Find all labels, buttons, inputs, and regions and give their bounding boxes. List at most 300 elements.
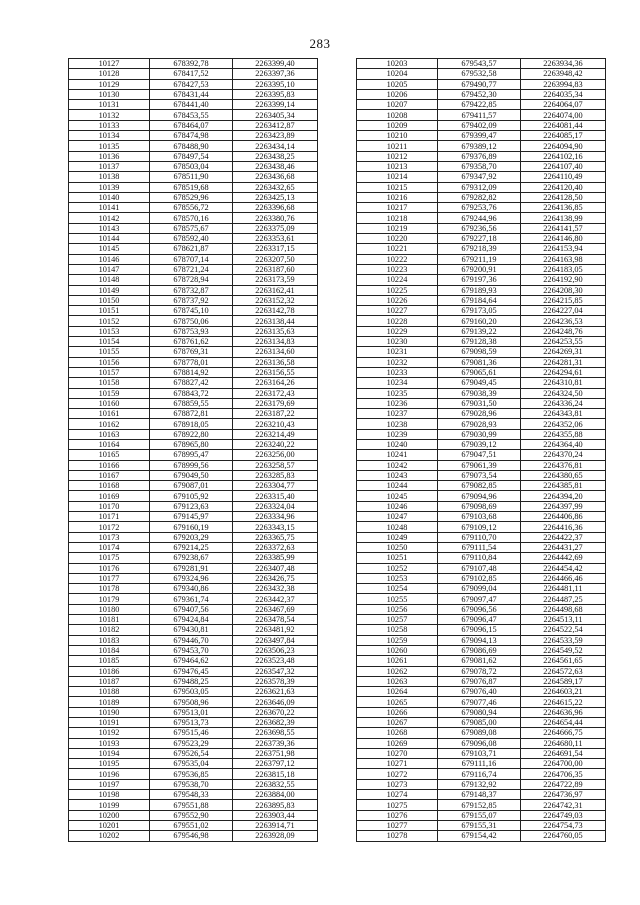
- table-row: [357, 264, 606, 274]
- point-number-cell: 10270: [357, 748, 438, 758]
- y-coordinate-cell: 2263304,77: [233, 481, 318, 491]
- table-row: [357, 470, 606, 480]
- point-number-cell: 10202: [69, 831, 150, 841]
- point-number-cell: 10243: [357, 470, 438, 480]
- x-coordinate-cell: 679031,50: [438, 398, 521, 408]
- y-coordinate-cell: 2264636,96: [521, 707, 606, 717]
- table-row: [69, 522, 318, 532]
- point-number-cell: 10150: [69, 295, 150, 305]
- y-coordinate-cell: 2263134,83: [233, 337, 318, 347]
- y-coordinate-cell: 2263210,43: [233, 419, 318, 429]
- point-number-cell: 10146: [69, 254, 150, 264]
- y-coordinate-cell: 2263578,39: [233, 676, 318, 686]
- table-row: [69, 573, 318, 583]
- x-coordinate-cell: 678753,93: [150, 326, 233, 336]
- y-coordinate-cell: 2264183,05: [521, 264, 606, 274]
- x-coordinate-cell: 678453,55: [150, 110, 233, 120]
- x-coordinate-cell: 678769,31: [150, 347, 233, 357]
- y-coordinate-cell: 2263903,44: [233, 810, 318, 820]
- x-coordinate-cell: 678519,68: [150, 182, 233, 192]
- table-row: [357, 831, 606, 841]
- point-number-cell: 10231: [357, 347, 438, 357]
- point-number-cell: 10141: [69, 203, 150, 213]
- y-coordinate-cell: 2264722,89: [521, 779, 606, 789]
- y-coordinate-cell: 2264215,85: [521, 295, 606, 305]
- table-row: [357, 347, 606, 357]
- x-coordinate-cell: 678488,90: [150, 141, 233, 151]
- y-coordinate-cell: 2264074,00: [521, 110, 606, 120]
- x-coordinate-cell: 679347,92: [438, 172, 521, 182]
- point-number-cell: 10157: [69, 367, 150, 377]
- point-number-cell: 10211: [357, 141, 438, 151]
- point-number-cell: 10257: [357, 615, 438, 625]
- point-number-cell: 10128: [69, 69, 150, 79]
- x-coordinate-cell: 678999,56: [150, 460, 233, 470]
- point-number-cell: 10263: [357, 676, 438, 686]
- y-coordinate-cell: 2264442,69: [521, 553, 606, 563]
- y-coordinate-cell: 2264364,40: [521, 439, 606, 449]
- x-coordinate-cell: 678737,92: [150, 295, 233, 305]
- table-row: [357, 120, 606, 130]
- table-row: [69, 656, 318, 666]
- y-coordinate-cell: 2264603,21: [521, 687, 606, 697]
- y-coordinate-cell: 2264572,63: [521, 666, 606, 676]
- x-coordinate-cell: 679097,47: [438, 594, 521, 604]
- table-row: [357, 79, 606, 89]
- point-number-cell: 10227: [357, 306, 438, 316]
- x-coordinate-cell: 679197,36: [438, 275, 521, 285]
- table-row: [69, 378, 318, 388]
- x-coordinate-cell: 678464,07: [150, 120, 233, 130]
- table-row: [69, 635, 318, 645]
- y-coordinate-cell: 2263207,50: [233, 254, 318, 264]
- table-row: [357, 439, 606, 449]
- table-row: [357, 254, 606, 264]
- y-coordinate-cell: 2263405,34: [233, 110, 318, 120]
- point-number-cell: 10167: [69, 470, 150, 480]
- y-coordinate-cell: 2263438,46: [233, 161, 318, 171]
- point-number-cell: 10214: [357, 172, 438, 182]
- table-row: [69, 584, 318, 594]
- point-number-cell: 10161: [69, 409, 150, 419]
- table-row: [357, 182, 606, 192]
- x-coordinate-cell: 679139,22: [438, 326, 521, 336]
- point-number-cell: 10186: [69, 666, 150, 676]
- point-number-cell: 10175: [69, 553, 150, 563]
- y-coordinate-cell: 2263432,38: [233, 584, 318, 594]
- table-row: [357, 769, 606, 779]
- table-row: [69, 625, 318, 635]
- y-coordinate-cell: 2264352,06: [521, 419, 606, 429]
- x-coordinate-cell: 679098,69: [438, 501, 521, 511]
- table-row: [357, 275, 606, 285]
- point-number-cell: 10221: [357, 244, 438, 254]
- table-row: [357, 59, 606, 69]
- y-coordinate-cell: 2264487,25: [521, 594, 606, 604]
- y-coordinate-cell: 2263895,83: [233, 800, 318, 810]
- x-coordinate-cell: 679111,16: [438, 759, 521, 769]
- y-coordinate-cell: 2264691,54: [521, 748, 606, 758]
- table-row: [357, 779, 606, 789]
- y-coordinate-cell: 2264513,11: [521, 615, 606, 625]
- point-number-cell: 10201: [69, 820, 150, 830]
- x-coordinate-cell: 679543,57: [438, 59, 521, 69]
- point-number-cell: 10166: [69, 460, 150, 470]
- table-row: [69, 326, 318, 336]
- y-coordinate-cell: 2263914,71: [233, 820, 318, 830]
- point-number-cell: 10223: [357, 264, 438, 274]
- y-coordinate-cell: 2263434,14: [233, 141, 318, 151]
- table-row: [69, 388, 318, 398]
- table-row: [69, 501, 318, 511]
- point-number-cell: 10237: [357, 409, 438, 419]
- y-coordinate-cell: 2264236,53: [521, 316, 606, 326]
- y-coordinate-cell: 2263156,55: [233, 367, 318, 377]
- table-row: [357, 604, 606, 614]
- table-row: [69, 100, 318, 110]
- x-coordinate-cell: 679155,07: [438, 810, 521, 820]
- y-coordinate-cell: 2263928,09: [233, 831, 318, 841]
- table-row: [69, 234, 318, 244]
- table-row: [357, 625, 606, 635]
- table-row: [69, 810, 318, 820]
- y-coordinate-cell: 2264324,50: [521, 388, 606, 398]
- table-row: [69, 532, 318, 542]
- table-row: [357, 203, 606, 213]
- x-coordinate-cell: 679253,76: [438, 203, 521, 213]
- x-coordinate-cell: 679099,04: [438, 584, 521, 594]
- y-coordinate-cell: 2263395,83: [233, 89, 318, 99]
- x-coordinate-cell: 678556,72: [150, 203, 233, 213]
- x-coordinate-cell: 679076,87: [438, 676, 521, 686]
- x-coordinate-cell: 679422,85: [438, 100, 521, 110]
- table-row: [357, 223, 606, 233]
- point-number-cell: 10138: [69, 172, 150, 182]
- y-coordinate-cell: 2263152,32: [233, 295, 318, 305]
- table-row: [69, 594, 318, 604]
- table-row: [357, 615, 606, 625]
- y-coordinate-cell: 2263832,55: [233, 779, 318, 789]
- table-row: [69, 244, 318, 254]
- table-row: [69, 285, 318, 295]
- y-coordinate-cell: 2263187,60: [233, 264, 318, 274]
- y-coordinate-cell: 2264253,55: [521, 337, 606, 347]
- y-coordinate-cell: 2263179,69: [233, 398, 318, 408]
- y-coordinate-cell: 2264700,00: [521, 759, 606, 769]
- point-number-cell: 10275: [357, 800, 438, 810]
- point-number-cell: 10255: [357, 594, 438, 604]
- point-number-cell: 10274: [357, 790, 438, 800]
- table-row: [357, 697, 606, 707]
- x-coordinate-cell: 679085,00: [438, 718, 521, 728]
- x-coordinate-cell: 678814,92: [150, 367, 233, 377]
- x-coordinate-cell: 679089,08: [438, 728, 521, 738]
- point-number-cell: 10129: [69, 79, 150, 89]
- point-number-cell: 10170: [69, 501, 150, 511]
- point-number-cell: 10234: [357, 378, 438, 388]
- point-number-cell: 10259: [357, 635, 438, 645]
- x-coordinate-cell: 679096,56: [438, 604, 521, 614]
- x-coordinate-cell: 679399,47: [438, 131, 521, 141]
- table-row: [69, 470, 318, 480]
- y-coordinate-cell: 2263797,12: [233, 759, 318, 769]
- x-coordinate-cell: 679508,96: [150, 697, 233, 707]
- point-number-cell: 10177: [69, 573, 150, 583]
- table-row: [69, 542, 318, 552]
- x-coordinate-cell: 679453,70: [150, 645, 233, 655]
- table-row: [69, 89, 318, 99]
- point-number-cell: 10261: [357, 656, 438, 666]
- table-row: [69, 398, 318, 408]
- y-coordinate-cell: 2264120,40: [521, 182, 606, 192]
- y-coordinate-cell: 2264310,81: [521, 378, 606, 388]
- table-row: [69, 110, 318, 120]
- point-number-cell: 10196: [69, 769, 150, 779]
- x-coordinate-cell: 679430,81: [150, 625, 233, 635]
- x-coordinate-cell: 679145,97: [150, 512, 233, 522]
- point-number-cell: 10173: [69, 532, 150, 542]
- table-row: [69, 759, 318, 769]
- y-coordinate-cell: 2264549,52: [521, 645, 606, 655]
- x-coordinate-cell: 679096,08: [438, 738, 521, 748]
- coordinates-table-left: [68, 58, 318, 842]
- y-coordinate-cell: 2263256,00: [233, 450, 318, 460]
- y-coordinate-cell: 2263399,14: [233, 100, 318, 110]
- x-coordinate-cell: 679073,54: [438, 470, 521, 480]
- coordinates-table-left-body: [69, 59, 318, 842]
- x-coordinate-cell: 679446,70: [150, 635, 233, 645]
- x-coordinate-cell: 679203,29: [150, 532, 233, 542]
- y-coordinate-cell: 2264192,90: [521, 275, 606, 285]
- table-row: [357, 718, 606, 728]
- table-row: [357, 810, 606, 820]
- y-coordinate-cell: 2264742,31: [521, 800, 606, 810]
- x-coordinate-cell: 679128,38: [438, 337, 521, 347]
- table-row: [69, 69, 318, 79]
- point-number-cell: 10140: [69, 192, 150, 202]
- table-row: [69, 820, 318, 830]
- x-coordinate-cell: 679049,50: [150, 470, 233, 480]
- x-coordinate-cell: 679526,54: [150, 748, 233, 758]
- x-coordinate-cell: 679513,73: [150, 718, 233, 728]
- point-number-cell: 10165: [69, 450, 150, 460]
- point-number-cell: 10219: [357, 223, 438, 233]
- y-coordinate-cell: 2264397,99: [521, 501, 606, 511]
- table-row: [69, 151, 318, 161]
- x-coordinate-cell: 679536,85: [150, 769, 233, 779]
- x-coordinate-cell: 679110,70: [438, 532, 521, 542]
- y-coordinate-cell: 2263136,58: [233, 357, 318, 367]
- x-coordinate-cell: 679155,31: [438, 820, 521, 830]
- x-coordinate-cell: 678431,44: [150, 89, 233, 99]
- y-coordinate-cell: 2263436,68: [233, 172, 318, 182]
- x-coordinate-cell: 678441,40: [150, 100, 233, 110]
- coordinates-table-right-body: [357, 59, 606, 842]
- point-number-cell: 10154: [69, 337, 150, 347]
- y-coordinate-cell: 2263478,54: [233, 615, 318, 625]
- y-coordinate-cell: 2263353,61: [233, 234, 318, 244]
- point-number-cell: 10184: [69, 645, 150, 655]
- point-number-cell: 10212: [357, 151, 438, 161]
- point-number-cell: 10208: [357, 110, 438, 120]
- y-coordinate-cell: 2264394,20: [521, 491, 606, 501]
- table-row: [69, 718, 318, 728]
- table-row: [357, 234, 606, 244]
- table-row: [69, 676, 318, 686]
- point-number-cell: 10190: [69, 707, 150, 717]
- table-row: [357, 244, 606, 254]
- point-number-cell: 10242: [357, 460, 438, 470]
- point-number-cell: 10249: [357, 532, 438, 542]
- point-number-cell: 10262: [357, 666, 438, 676]
- x-coordinate-cell: 678843,72: [150, 388, 233, 398]
- x-coordinate-cell: 679109,12: [438, 522, 521, 532]
- point-number-cell: 10180: [69, 604, 150, 614]
- table-row: [69, 357, 318, 367]
- y-coordinate-cell: 2263396,68: [233, 203, 318, 213]
- point-number-cell: 10273: [357, 779, 438, 789]
- point-number-cell: 10137: [69, 161, 150, 171]
- y-coordinate-cell: 2264153,94: [521, 244, 606, 254]
- x-coordinate-cell: 679081,62: [438, 656, 521, 666]
- x-coordinate-cell: 679076,40: [438, 687, 521, 697]
- point-number-cell: 10130: [69, 89, 150, 99]
- y-coordinate-cell: 2263467,69: [233, 604, 318, 614]
- table-row: [357, 213, 606, 223]
- x-coordinate-cell: 679065,61: [438, 367, 521, 377]
- point-number-cell: 10162: [69, 419, 150, 429]
- point-number-cell: 10168: [69, 481, 150, 491]
- y-coordinate-cell: 2264085,17: [521, 131, 606, 141]
- x-coordinate-cell: 678778,01: [150, 357, 233, 367]
- y-coordinate-cell: 2264385,81: [521, 481, 606, 491]
- x-coordinate-cell: 678474,98: [150, 131, 233, 141]
- y-coordinate-cell: 2264589,17: [521, 676, 606, 686]
- point-number-cell: 10247: [357, 512, 438, 522]
- table-row: [69, 604, 318, 614]
- x-coordinate-cell: 679244,96: [438, 213, 521, 223]
- x-coordinate-cell: 679361,74: [150, 594, 233, 604]
- y-coordinate-cell: 2264406,86: [521, 512, 606, 522]
- x-coordinate-cell: 679098,59: [438, 347, 521, 357]
- point-number-cell: 10131: [69, 100, 150, 110]
- x-coordinate-cell: 679184,64: [438, 295, 521, 305]
- table-row: [357, 316, 606, 326]
- y-coordinate-cell: 2264416,36: [521, 522, 606, 532]
- point-number-cell: 10253: [357, 573, 438, 583]
- table-row: [69, 254, 318, 264]
- table-row: [69, 707, 318, 717]
- x-coordinate-cell: 679476,45: [150, 666, 233, 676]
- point-number-cell: 10172: [69, 522, 150, 532]
- y-coordinate-cell: 2263317,15: [233, 244, 318, 254]
- x-coordinate-cell: 679211,19: [438, 254, 521, 264]
- point-number-cell: 10209: [357, 120, 438, 130]
- table-row: [357, 573, 606, 583]
- point-number-cell: 10178: [69, 584, 150, 594]
- x-coordinate-cell: 679087,01: [150, 481, 233, 491]
- y-coordinate-cell: 2264431,27: [521, 542, 606, 552]
- point-number-cell: 10183: [69, 635, 150, 645]
- y-coordinate-cell: 2263425,13: [233, 192, 318, 202]
- table-row: [357, 429, 606, 439]
- point-number-cell: 10181: [69, 615, 150, 625]
- x-coordinate-cell: 679160,20: [438, 316, 521, 326]
- point-number-cell: 10271: [357, 759, 438, 769]
- table-row: [357, 69, 606, 79]
- x-coordinate-cell: 679160,19: [150, 522, 233, 532]
- table-row: [357, 100, 606, 110]
- x-coordinate-cell: 679515,46: [150, 728, 233, 738]
- x-coordinate-cell: 679523,29: [150, 738, 233, 748]
- x-coordinate-cell: 679102,85: [438, 573, 521, 583]
- point-number-cell: 10218: [357, 213, 438, 223]
- point-number-cell: 10277: [357, 820, 438, 830]
- table-row: [357, 398, 606, 408]
- y-coordinate-cell: 2263173,59: [233, 275, 318, 285]
- table-row: [357, 676, 606, 686]
- point-number-cell: 10195: [69, 759, 150, 769]
- y-coordinate-cell: 2264355,88: [521, 429, 606, 439]
- y-coordinate-cell: 2263948,42: [521, 69, 606, 79]
- x-coordinate-cell: 679312,09: [438, 182, 521, 192]
- point-number-cell: 10207: [357, 100, 438, 110]
- table-row: [357, 800, 606, 810]
- x-coordinate-cell: 679107,48: [438, 563, 521, 573]
- y-coordinate-cell: 2264481,11: [521, 584, 606, 594]
- y-coordinate-cell: 2263375,09: [233, 223, 318, 233]
- point-number-cell: 10136: [69, 151, 150, 161]
- table-row: [357, 584, 606, 594]
- x-coordinate-cell: 679105,92: [150, 491, 233, 501]
- point-number-cell: 10151: [69, 306, 150, 316]
- x-coordinate-cell: 678621,87: [150, 244, 233, 254]
- y-coordinate-cell: 2264136,85: [521, 203, 606, 213]
- x-coordinate-cell: 679111,54: [438, 542, 521, 552]
- table-row: [357, 728, 606, 738]
- table-row: [357, 501, 606, 511]
- y-coordinate-cell: 2263426,75: [233, 573, 318, 583]
- point-number-cell: 10174: [69, 542, 150, 552]
- table-row: [357, 666, 606, 676]
- x-coordinate-cell: 678417,52: [150, 69, 233, 79]
- y-coordinate-cell: 2263438,25: [233, 151, 318, 161]
- point-number-cell: 10230: [357, 337, 438, 347]
- x-coordinate-cell: 678728,94: [150, 275, 233, 285]
- table-row: [69, 172, 318, 182]
- x-coordinate-cell: 679096,15: [438, 625, 521, 635]
- y-coordinate-cell: 2263372,63: [233, 542, 318, 552]
- table-row: [69, 120, 318, 130]
- point-number-cell: 10203: [357, 59, 438, 69]
- x-coordinate-cell: 679490,77: [438, 79, 521, 89]
- y-coordinate-cell: 2263934,36: [521, 59, 606, 69]
- x-coordinate-cell: 679227,18: [438, 234, 521, 244]
- y-coordinate-cell: 2263142,78: [233, 306, 318, 316]
- x-coordinate-cell: 679173,05: [438, 306, 521, 316]
- table-row: [357, 563, 606, 573]
- point-number-cell: 10269: [357, 738, 438, 748]
- table-row: [69, 831, 318, 841]
- x-coordinate-cell: 678570,16: [150, 213, 233, 223]
- x-coordinate-cell: 679038,39: [438, 388, 521, 398]
- y-coordinate-cell: 2264102,16: [521, 151, 606, 161]
- table-row: [357, 656, 606, 666]
- table-row: [69, 409, 318, 419]
- page-number: 283: [309, 36, 331, 51]
- x-coordinate-cell: 678918,05: [150, 419, 233, 429]
- table-row: [357, 759, 606, 769]
